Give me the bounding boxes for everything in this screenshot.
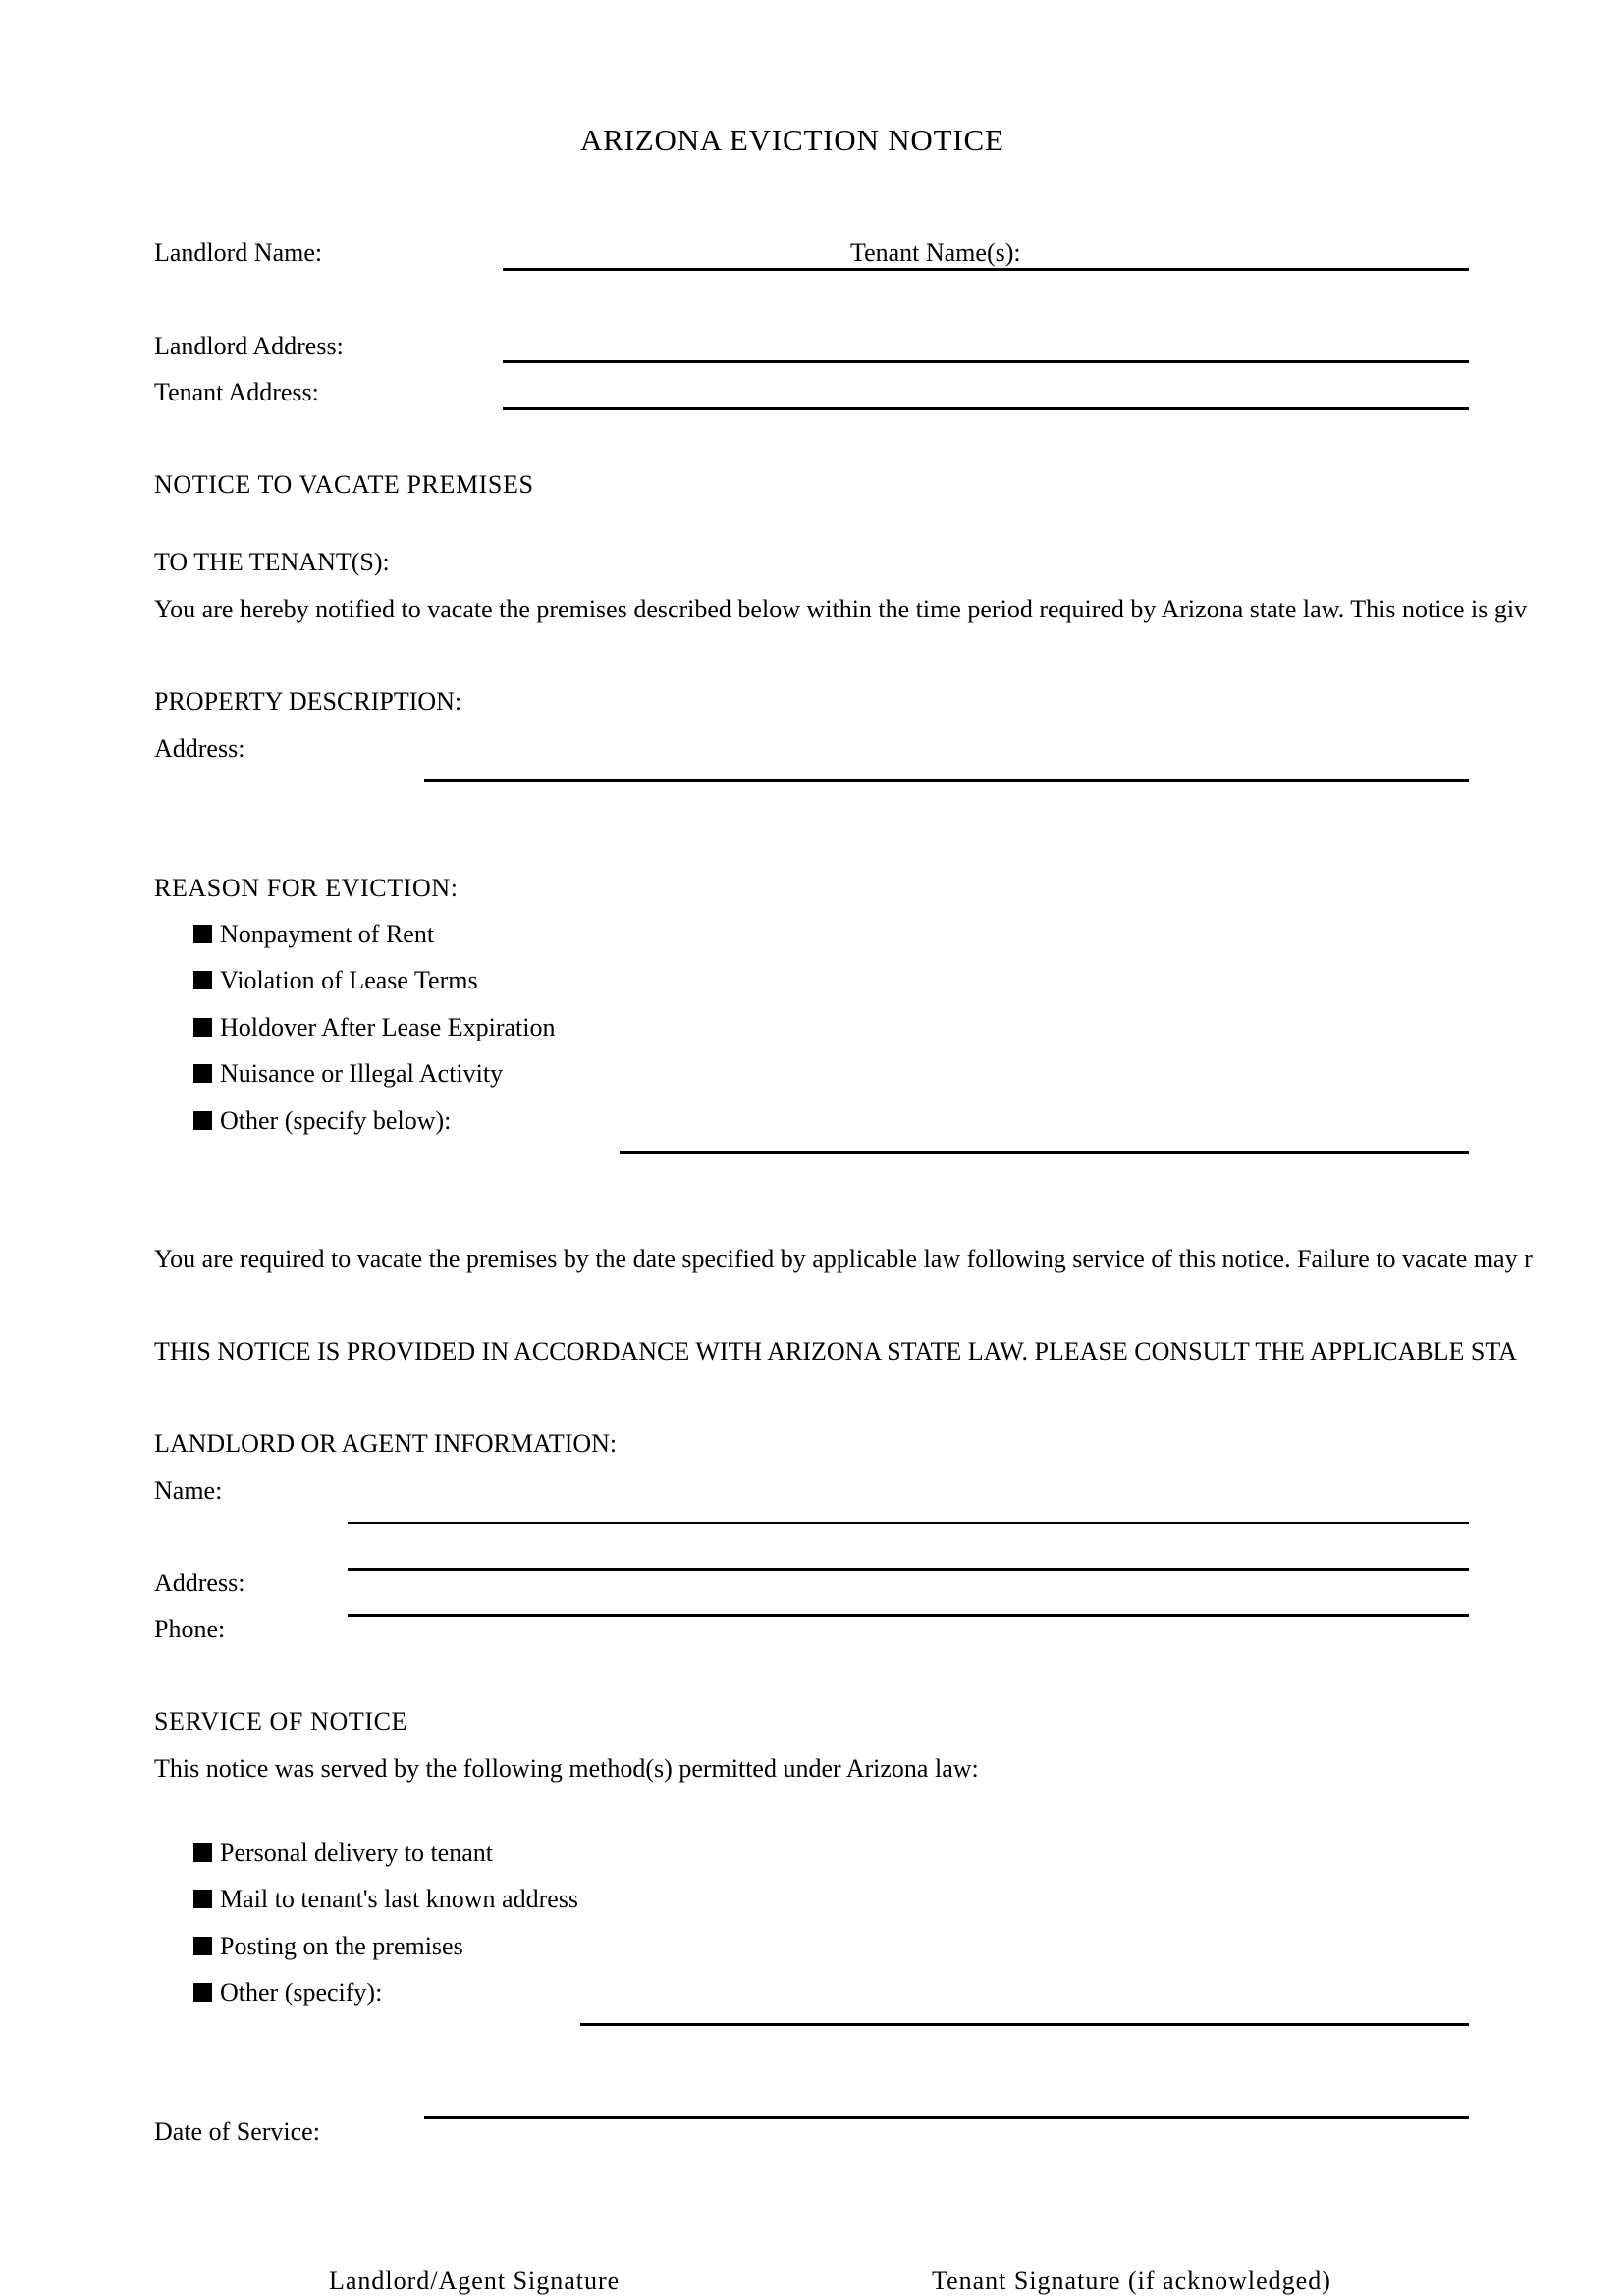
service-option-mail[interactable]: Mail to tenant's last known address (193, 1885, 578, 1914)
notice-heading: NOTICE TO VACATE PREMISES (154, 470, 534, 499)
checkbox-icon[interactable] (193, 1937, 212, 1955)
landlord-name-label: Landlord Name: (154, 239, 323, 267)
reason-option-other[interactable]: Other (specify below): (193, 1106, 451, 1136)
agent-phone-field[interactable] (348, 1614, 1469, 1617)
tenant-signature-label: Tenant Signature (if acknowledged) (932, 2267, 1331, 2295)
tenant-address-field[interactable] (503, 407, 1469, 410)
property-address-field[interactable] (424, 779, 1469, 782)
agent-heading: LANDLORD OR AGENT INFORMATION: (154, 1429, 618, 1458)
landlord-address-label: Landlord Address: (154, 332, 344, 360)
document-title: ARIZONA EVICTION NOTICE (580, 123, 1004, 157)
reason-heading: REASON FOR EVICTION: (154, 874, 459, 902)
service-option-personal[interactable]: Personal delivery to tenant (193, 1839, 493, 1868)
checkbox-icon[interactable] (193, 1111, 212, 1130)
service-intro-text: This notice was served by the following method(s) permitted under Arizona law: (154, 1754, 979, 1783)
checkbox-icon[interactable] (193, 1983, 212, 2002)
checkbox-icon[interactable] (193, 971, 212, 989)
checkbox-icon[interactable] (193, 1064, 212, 1083)
service-date-field[interactable] (424, 2116, 1469, 2119)
agent-address-label: Address: (154, 1569, 245, 1597)
landlord-signature-label: Landlord/Agent Signature (329, 2267, 621, 2295)
agent-address-field[interactable] (348, 1568, 1469, 1571)
service-other-field[interactable] (580, 2023, 1469, 2026)
property-address-label: Address: (154, 734, 245, 763)
property-heading: PROPERTY DESCRIPTION: (154, 687, 462, 716)
tenant-address-label: Tenant Address: (154, 378, 319, 406)
reason-option-nuisance[interactable]: Nuisance or Illegal Activity (193, 1059, 503, 1089)
service-heading: SERVICE OF NOTICE (154, 1707, 408, 1735)
service-option-other[interactable]: Other (specify): (193, 1978, 382, 2007)
agent-name-field[interactable] (348, 1522, 1469, 1524)
reason-option-holdover[interactable]: Holdover After Lease Expiration (193, 1013, 556, 1042)
checkbox-icon[interactable] (193, 925, 212, 943)
to-tenants-label: TO THE TENANT(S): (154, 548, 390, 576)
tenant-names-label: Tenant Name(s): (850, 239, 1021, 267)
vacate-text: You are required to vacate the premises by the date specified by applicable law following service of this notice. Failure to vacate may r (154, 1245, 1533, 1273)
service-date-label: Date of Service: (154, 2117, 320, 2146)
law-notice-text: THIS NOTICE IS PROVIDED IN ACCORDANCE WITH ARIZONA STATE LAW. PLEASE CONSULT THE APPLICABLE STA (154, 1337, 1517, 1365)
reason-option-lease-violation[interactable]: Violation of Lease Terms (193, 966, 478, 995)
service-option-posting[interactable]: Posting on the premises (193, 1932, 463, 1961)
reason-option-nonpayment[interactable]: Nonpayment of Rent (193, 920, 434, 949)
checkbox-icon[interactable] (193, 1018, 212, 1037)
agent-phone-label: Phone: (154, 1615, 226, 1643)
notice-body-text: You are hereby notified to vacate the premises described below within the time period required by Arizona state law. This notice is giv (154, 595, 1528, 623)
landlord-tenant-name-field[interactable] (503, 268, 1469, 271)
landlord-address-field[interactable] (503, 360, 1469, 363)
agent-name-label: Name: (154, 1476, 223, 1505)
checkbox-icon[interactable] (193, 1843, 212, 1862)
checkbox-icon[interactable] (193, 1890, 212, 1908)
reason-other-field[interactable] (620, 1151, 1469, 1154)
